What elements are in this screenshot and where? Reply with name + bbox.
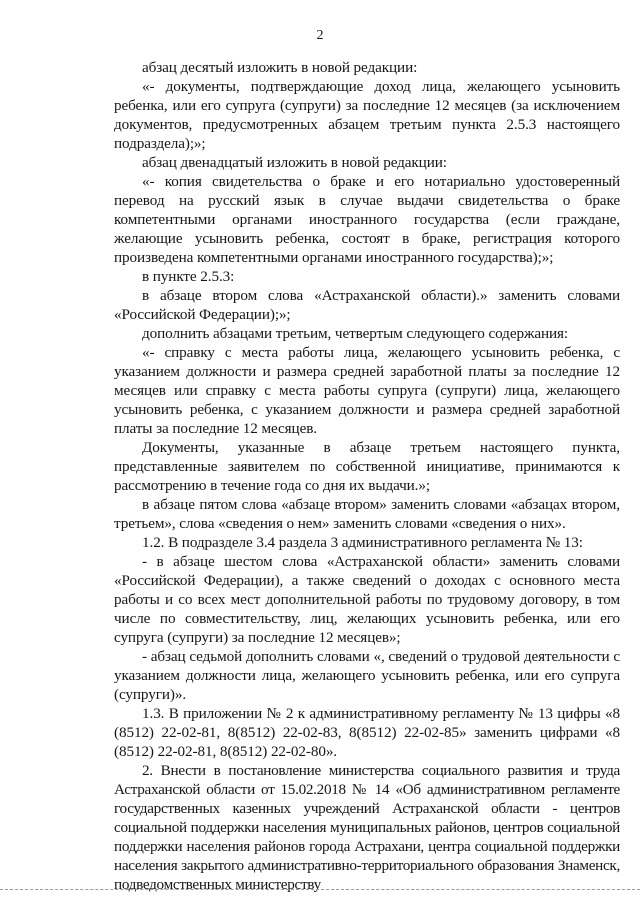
paragraph-1: абзац десятый изложить в новой редакции:: [142, 59, 418, 76]
paragraph-2: «- документы, подтверждающие доход лица, желающего усыновить ребенка, или его супруга (супруги) за последние 12 месяцев (за исключением документов, предусмотренных абзацем третьим пункта 2.5.3 настоящего подраздела);»;: [114, 78, 620, 152]
paragraph-13: - абзац седьмой дополнить словами «, сведений о трудовой деятельности с указанием должности лица, желающего усыновить ребенка, или его супруга (супруги)».: [114, 648, 620, 703]
page-number: 2: [316, 28, 324, 43]
paragraph-5: в пункте 2.5.3:: [142, 268, 235, 285]
paragraph-6: в абзаце втором слова «Астраханской области).» заменить словами «Российской Федерации);»;: [114, 287, 620, 323]
paragraph-15: 2. Внести в постановление министерства социального развития и труда Астраханской области от 15.02.2018 № 14 «Об административном регламенте государственных казенных учреждений Астраханской области - центров социальной поддержки населения муниципальных районов, центров социальной поддержки населения районов города Астрахани, центра социальной поддержки населения закрытого административно-территориального образования Знаменск, подведомственных министерству: [114, 762, 620, 893]
paragraph-11: 1.2. В подразделе 3.4 раздела 3 административного регламента № 13:: [142, 534, 583, 551]
document-body: [114, 58, 620, 894]
paragraph-10: в абзаце пятом слова «абзаце втором» заменить словами «абзацах втором, третьем», слова «сведения о нем» заменить словами «сведения о них».: [114, 496, 620, 532]
paragraph-12: - в абзаце шестом слова «Астраханской области» заменить словами «Российской Федерации), а также сведений о доходах с основного места работы и со всех мест дополнительной работы по трудовому договору, в том числе по совместительству, лиц, желающих усыновить ребенка, или его супруга (супруги) за последние 12 месяцев»;: [114, 553, 620, 646]
page-bottom-divider: [0, 889, 640, 890]
paragraph-4: «- копия свидетельства о браке и его нотариально удостоверенный перевод на русский язык в случае выдачи свидетельства о браке компетентными органами иностранного государства (если граждане, желающие усыновить ребенка, состоят в браке, регистрация которого произведена компетентными органами иностранного государства);»;: [114, 173, 620, 266]
paragraph-14: 1.3. В приложении № 2 к административному регламенту № 13 цифры «8 (8512) 22-02-81, 8(8512) 22-02-83, 8(8512) 22-02-85» заменить цифрами «8 (8512) 22-02-81, 8(8512) 22-02-80».: [114, 705, 620, 760]
paragraph-9: Документы, указанные в абзаце третьем настоящего пункта, представленные заявителем по собственной инициативе, принимаются к рассмотрению в течение года со дня их выдачи.»;: [114, 439, 620, 494]
paragraph-7: дополнить абзацами третьим, четвертым следующего содержания:: [142, 325, 569, 342]
paragraph-3: абзац двенадцатый изложить в новой редакции:: [142, 154, 447, 171]
paragraph-8: «- справку с места работы лица, желающего усыновить ребенка, с указанием должности и размера средней заработной платы за последние 12 месяцев или справку с места работы супруга (супруги) лица, желающего усыновить ребенка, с указанием должности и размера средней заработной платы за последние 12 месяцев.: [114, 344, 620, 437]
